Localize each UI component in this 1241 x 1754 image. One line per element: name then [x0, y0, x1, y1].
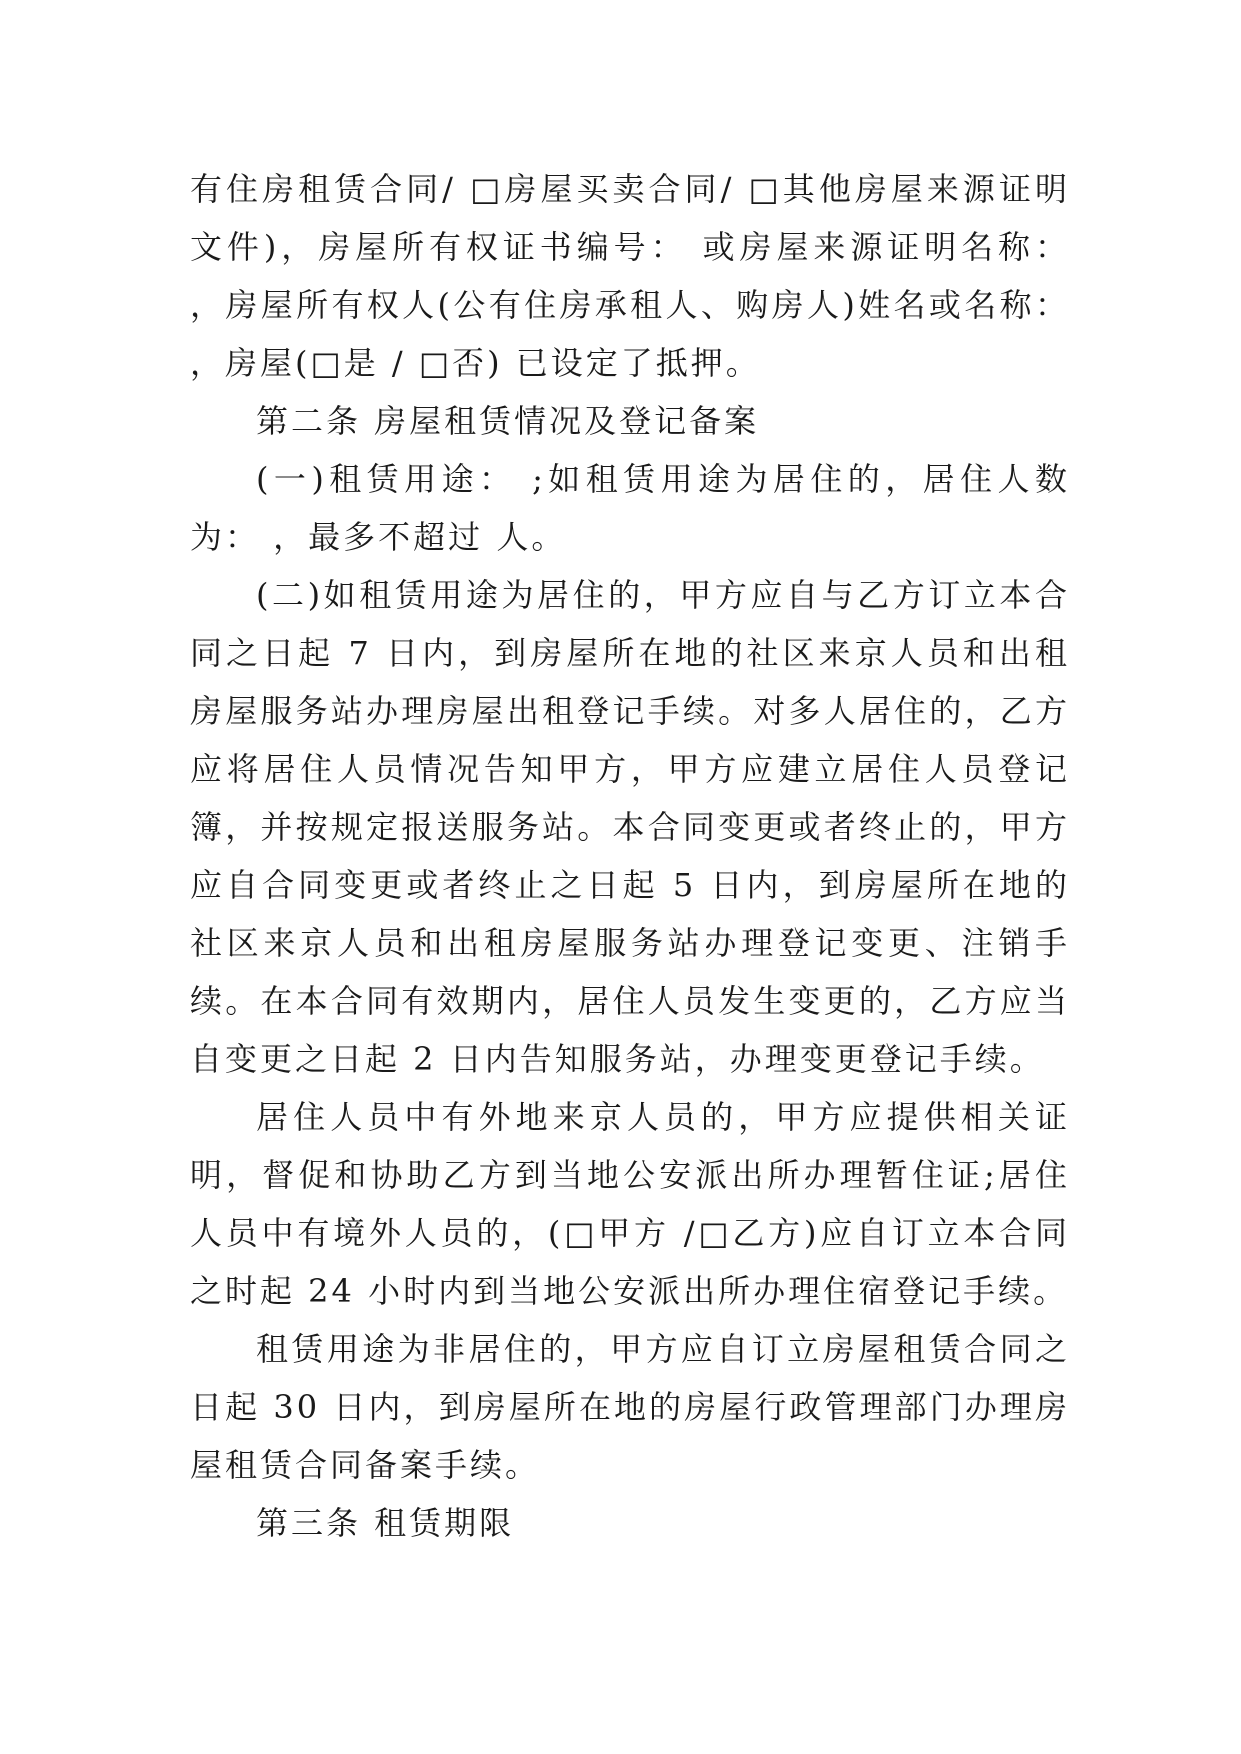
heading-article-2: 第二条 房屋租赁情况及登记备案 [256, 402, 760, 440]
paragraph-rental-purpose: (一)租赁用途： ;如租赁用途为居住的，居住人数为： ，最多不超过 人。 [190, 460, 1070, 556]
document-body [190, 160, 1070, 1552]
paragraph-registration: (二)如租赁用途为居住的，甲方应自与乙方订立本合同之日起 7 日内，到房屋所在地的社区来京人员和出租房屋服务站办理房屋出租登记手续。对多人居住的，乙方应将居住人员情况告知甲方，甲方应建立居住人员登记簿，并按规定报送服务站。本合同变更或者终止的，甲方应自合同变更或者终止之日起 5 日内，到房屋所在地的社区来京人员和出租房屋服务站办理登记变更、注销手续。在本合同有效期内，居住人员发生变更的，乙方应当自变更之日起 2 日内告知服务站，办理变更登记手续。 [190, 576, 1070, 1078]
paragraph-non-residential-filing: 租赁用途为非居住的，甲方应自订立房屋租赁合同之日起 30 日内，到房屋所在地的房屋行政管理部门办理房屋租赁合同备案手续。 [190, 1330, 1070, 1484]
heading-article-3: 第三条 租赁期限 [256, 1504, 515, 1542]
paragraph-non-local-residents: 居住人员中有外地来京人员的，甲方应提供相关证明，督促和协助乙方到当地公安派出所办理暂住证;居住人员中有境外人员的，(□甲方 /□乙方)应自订立本合同之时起 24 小时内到当地公安派出所办理住宿登记手续。 [190, 1098, 1070, 1310]
paragraph-property-source: 有住房租赁合同/ □房屋买卖合同/ □其他房屋来源证明文件)，房屋所有权证书编号： 或房屋来源证明名称： ，房屋所有权人(公有住房承租人、购房人)姓名或名称： ，房屋(□是 / □否) 已设定了抵押。 [190, 170, 1070, 382]
